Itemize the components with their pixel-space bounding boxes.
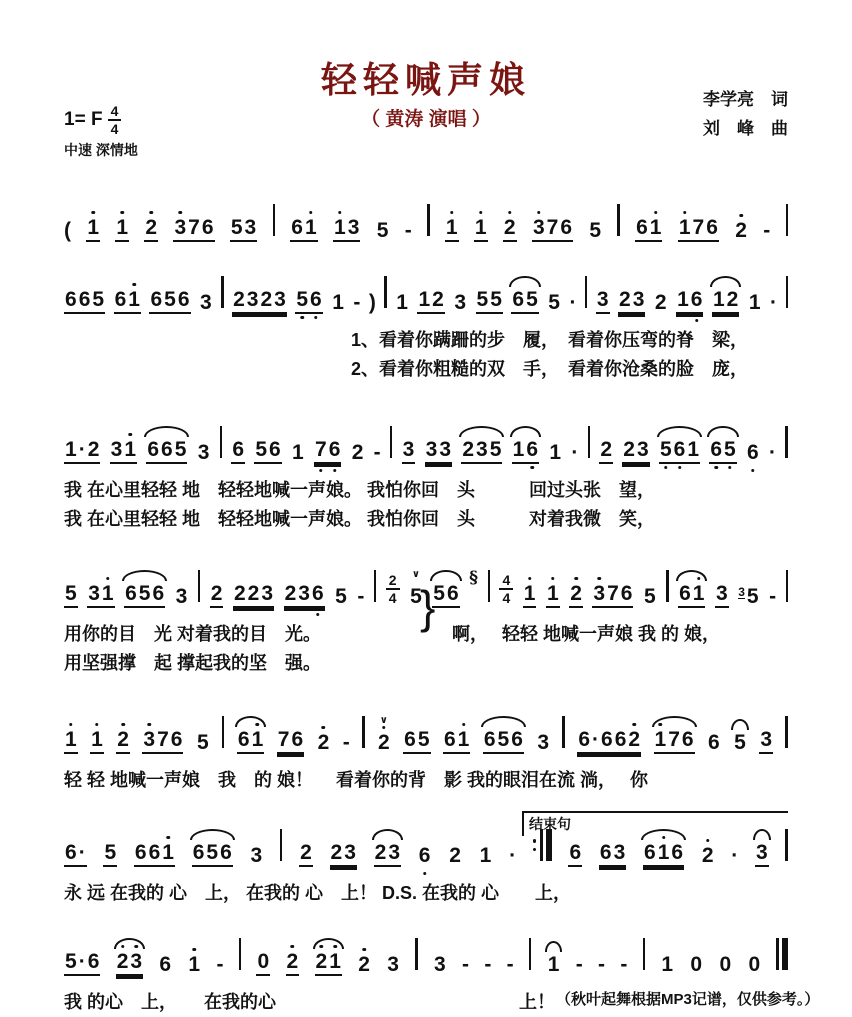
lyric-row — [64, 988, 820, 1017]
note-token: 1 — [64, 729, 78, 754]
barline — [362, 716, 364, 748]
note-token: 5 6 — [432, 583, 459, 608]
credits — [703, 86, 788, 144]
note-token: 3 — [197, 440, 210, 464]
barline — [390, 426, 392, 458]
duration-dash: - — [353, 290, 361, 314]
breath-mark-icon: ∨ — [379, 714, 388, 726]
octave-up-dot — [508, 211, 512, 215]
augmentation-dot: · — [731, 843, 739, 867]
duration-dash: - — [373, 440, 381, 464]
barline — [643, 938, 645, 970]
note-token: 1 — [115, 217, 129, 242]
note-token: 5 6 1 — [659, 439, 700, 464]
augmentation-dot: · — [770, 290, 778, 314]
duration-dash: - — [461, 952, 469, 976]
note-token: 6 5 — [709, 439, 736, 464]
note-token: 2 — [116, 729, 130, 754]
augmentation-dot: · — [571, 440, 579, 464]
note-token: 3 — [433, 952, 446, 976]
lyric-text: 我 在心里轻轻 地 轻轻地喊一声娘。 我怕你回 头 回过头张 望， — [64, 480, 655, 500]
barline — [488, 570, 490, 602]
barline — [239, 938, 241, 970]
octave-up-dot — [166, 836, 170, 840]
slur-arc — [510, 426, 541, 437]
note-token: 3 — [715, 583, 729, 608]
notation-row — [64, 184, 788, 254]
note-token: 5 — [103, 842, 117, 867]
note-token: 6 3 — [599, 842, 626, 867]
note-token: 6 6 5 — [146, 439, 187, 464]
tempo-marking: 中速 深情地 — [64, 142, 138, 158]
note-token: 2 1 — [315, 951, 342, 976]
slur-arc — [545, 941, 563, 952]
note-token: 5 — [376, 218, 389, 242]
octave-down-dot — [751, 469, 755, 473]
duration-dash: - — [404, 218, 412, 242]
barline — [273, 204, 275, 236]
note-token: 6 5 6 — [483, 729, 524, 754]
lyric-row — [64, 476, 788, 505]
note-token: 6 · — [64, 842, 87, 867]
music-system — [64, 918, 820, 1017]
duration-dash: - — [216, 952, 224, 976]
octave-up-dot — [120, 211, 124, 215]
sheet-music-page — [64, 0, 820, 1017]
note-token: 5 — [589, 218, 602, 242]
note-token: 6 — [746, 442, 760, 464]
note-token: 0 — [690, 952, 703, 976]
octave-up-dot — [462, 723, 466, 727]
lyric-row — [64, 326, 788, 355]
lyric-row — [64, 766, 788, 795]
octave-up-dot — [193, 948, 197, 952]
note-token: 2 — [654, 290, 667, 314]
note-token: 6 1 6 — [643, 842, 684, 867]
slur-arc — [657, 426, 702, 437]
octave-down-dot — [664, 466, 668, 470]
note-token: 6 1 — [635, 217, 662, 242]
octave-up-dot — [479, 211, 483, 215]
duration-dash: - — [769, 584, 777, 608]
slur-arc — [144, 426, 189, 437]
slur-arc — [235, 716, 266, 727]
music-system — [64, 184, 788, 254]
octave-up-dot — [322, 726, 326, 730]
octave-up-dot — [697, 577, 701, 581]
slur-arc — [707, 426, 738, 437]
octave-down-dot — [300, 316, 304, 320]
slur-arc — [372, 829, 403, 840]
lyric-text: 轻 轻 地喊一声娘 我 的 娘！ 看着你的背 影 我的眼泪在流 淌， 你 — [64, 770, 649, 790]
note-token: 1 — [549, 440, 562, 464]
barline — [562, 716, 564, 748]
note-token: 6 1 — [443, 729, 470, 754]
note-token: 2 — [503, 217, 517, 242]
octave-up-dot — [121, 945, 125, 949]
note-token: 1 — [332, 290, 344, 314]
lyric-row — [64, 649, 788, 678]
music-system — [64, 696, 788, 795]
barline — [529, 938, 531, 970]
note-token: 1 — [546, 583, 560, 608]
octave-up-dot — [632, 723, 636, 727]
note-token: 6 — [568, 842, 582, 867]
sheet-header — [64, 52, 788, 170]
note-token: 1 — [86, 217, 100, 242]
octave-up-dot — [683, 211, 687, 215]
performer-subtitle: （ 黄涛 演唱 ） — [361, 109, 491, 130]
note-token: 6 5 6 — [149, 289, 190, 314]
note-token: 6 5 6 — [192, 842, 233, 867]
octave-up-dot — [537, 211, 541, 215]
note-token: 1 — [523, 583, 537, 608]
lyric-text: 我 的心 上， 在我的心 — [64, 992, 276, 1012]
barline — [786, 204, 788, 236]
barline — [617, 204, 619, 236]
slur-arc — [710, 276, 741, 287]
note-token: 6 — [159, 952, 172, 976]
music-system — [64, 406, 788, 534]
octave-down-dot — [423, 872, 427, 876]
note-token: 3 3 — [425, 439, 452, 464]
lyric-text: 我 在心里轻轻 地 轻轻地喊一声娘。 我怕你回 头 对着我微 笑， — [64, 509, 655, 529]
note-token: 1 — [187, 954, 201, 976]
octave-up-dot — [309, 211, 313, 215]
lyricist-credit: 李学亮 词 — [703, 90, 788, 109]
lyric-text: 用坚强撑 起 撑起我的坚 强。 — [64, 653, 321, 673]
duration-dash: - — [575, 952, 583, 976]
note-token: 5 — [196, 730, 209, 754]
lyric-text: 永 远 在我的 心 上， 在我的 心 上！ D.S. 在我的 心 上， — [64, 883, 572, 903]
note-token: 6 5 — [511, 289, 538, 314]
note-token: 2 — [449, 843, 461, 867]
notation-row — [64, 918, 788, 988]
note-token: 5 — [548, 290, 560, 314]
octave-up-dot — [132, 283, 136, 287]
note-token: 1 6 — [676, 289, 703, 314]
key-label: 1= F — [64, 109, 103, 130]
song-title: 轻轻喊声娘 — [320, 59, 531, 100]
note-token: 3 — [537, 730, 550, 754]
note-token: 2 3 — [618, 289, 645, 314]
octave-up-dot — [134, 945, 138, 949]
barline — [427, 204, 429, 236]
note-token: 1 7 6 — [654, 729, 695, 754]
note-token: 3 7 6 — [173, 217, 214, 242]
notation-row — [64, 696, 788, 766]
duration-dash: - — [484, 952, 492, 976]
note-token: ∨ 2 — [378, 714, 390, 754]
music-systems — [64, 184, 820, 1017]
octave-down-dot — [714, 466, 718, 470]
slur-arc — [190, 829, 235, 840]
slur-arc — [430, 570, 461, 581]
note-token: 3 — [454, 290, 467, 314]
lyric-row — [64, 879, 788, 908]
barline — [198, 570, 200, 602]
note-token: 7 6 — [314, 439, 341, 464]
barline — [585, 276, 587, 308]
note-token: 0 — [719, 952, 732, 976]
octave-down-dot — [695, 319, 699, 323]
note-token: 1 7 6 — [678, 217, 719, 242]
octave-down-dot — [678, 466, 682, 470]
octave-up-dot — [320, 945, 324, 949]
note-token: 5 — [733, 732, 747, 754]
note-token: 1 — [661, 952, 674, 976]
key-signature — [64, 104, 121, 136]
note-token: 2 — [299, 842, 313, 867]
final-barline — [776, 938, 787, 970]
note-token: 6 — [708, 730, 720, 754]
note-token: 2 — [351, 440, 364, 464]
note-token: 2 — [569, 583, 583, 608]
note-token: 1 — [396, 290, 408, 314]
octave-up-dot — [338, 211, 342, 215]
music-system — [64, 256, 788, 384]
note-token: 2 — [357, 954, 371, 976]
octave-up-dot — [662, 836, 666, 840]
note-token: 0 — [256, 951, 270, 976]
octave-down-dot — [319, 469, 323, 473]
note-token: 3 7 6 — [142, 729, 183, 754]
note-token: 1 6 — [512, 439, 539, 464]
note-token: 3 — [175, 584, 188, 608]
octave-up-dot — [150, 211, 154, 215]
octave-up-dot — [256, 723, 260, 727]
notation-row — [64, 256, 788, 326]
time-signature: 4 4 — [108, 104, 122, 136]
octave-up-dot — [659, 723, 663, 727]
note-token: 3 — [200, 290, 212, 314]
slur-arc — [459, 426, 504, 437]
note-token: 5 — [64, 583, 78, 608]
repeat-dots — [533, 839, 537, 851]
music-system — [64, 809, 788, 908]
lyric-row — [64, 355, 788, 384]
barline — [222, 716, 224, 748]
note-token: 5 6 — [295, 289, 322, 314]
music-system — [64, 550, 788, 678]
segno-icon: § — [469, 568, 479, 588]
barline — [786, 276, 788, 308]
barline — [280, 829, 282, 861]
note-token: 6 5 — [403, 729, 430, 754]
octave-up-dot — [382, 726, 386, 730]
note-token: 2 3 2 3 — [232, 289, 287, 314]
note-token: 6 · 6 6 2 — [577, 729, 641, 754]
note-token: 1 — [547, 954, 561, 976]
note-token: 2 — [286, 951, 300, 976]
note-token: 1 — [474, 217, 488, 242]
lyric-text: 1、看着你蹒跚的步 履， 看着你压弯的脊 梁， — [351, 330, 749, 350]
note-token: 2 — [701, 845, 715, 867]
parenthesis: ( — [64, 218, 71, 242]
octave-up-dot — [121, 723, 125, 727]
note-token: 1 · 2 — [64, 439, 100, 464]
time-signature: $\frac{4}{4}$ — [499, 572, 513, 605]
note-token: 6 — [418, 845, 432, 867]
note-token: 6 — [231, 439, 245, 464]
parenthesis: ) — [368, 290, 376, 314]
octave-up-dot — [91, 211, 95, 215]
note-token: 6 6 1 — [134, 842, 175, 867]
octave-up-dot — [106, 577, 110, 581]
barline — [415, 938, 417, 970]
note-token: 5 — [335, 584, 347, 608]
octave-up-dot — [654, 211, 658, 215]
note-token: 5 6 — [254, 439, 281, 464]
duration-dash: - — [342, 730, 350, 754]
octave-up-dot — [333, 945, 337, 949]
slur-arc — [676, 570, 707, 581]
note-token: 1 — [90, 729, 104, 754]
octave-up-dot — [574, 577, 578, 581]
composer-credit: 刘 峰 曲 — [703, 118, 788, 138]
barline — [588, 426, 590, 458]
note-token: 6 1 — [114, 289, 141, 314]
note-token: 5 — [643, 584, 656, 608]
lyric-text: 啊， 轻轻 地喊一声娘 我 的 娘， — [452, 624, 721, 644]
lyric-row — [64, 505, 788, 534]
breath-mark-icon: ∨ — [411, 568, 420, 580]
note-token: ∨ 5 — [410, 568, 422, 608]
note-token: 2 3 — [330, 842, 357, 867]
note-token: 5 3 — [230, 217, 257, 242]
octave-up-dot — [128, 433, 132, 437]
lyric-text: 用你的目 光 对着我的目 光。 — [64, 624, 321, 644]
note-token: 3 — [759, 729, 773, 754]
octave-down-dot — [728, 466, 732, 470]
note-token: 6 6 5 — [64, 289, 105, 314]
note-token: 2 — [210, 583, 224, 608]
octave-up-dot — [528, 577, 532, 581]
time-signature: $\frac{2}{4}$ — [386, 572, 400, 605]
note-token: 3 7 6 — [592, 583, 633, 608]
notation-row — [64, 406, 788, 476]
note-token: 3 1 — [110, 439, 137, 464]
augmentation-dot: · — [509, 843, 517, 867]
note-token: 3 7 6 — [532, 217, 573, 242]
octave-up-dot — [739, 214, 743, 218]
note-token: 6 5 6 — [124, 583, 165, 608]
note-token: 1 — [748, 290, 761, 314]
octave-up-dot — [706, 839, 710, 843]
note-token: 6 1 — [237, 729, 264, 754]
note-token: 3 — [596, 289, 610, 314]
octave-up-dot — [291, 945, 295, 949]
note-token: 0 — [748, 952, 761, 976]
note-token: 1 3 — [333, 217, 360, 242]
octave-down-dot — [530, 466, 534, 470]
note-token: 3 — [402, 439, 416, 464]
barline — [785, 716, 787, 748]
ending-section-label: 结束句 — [522, 811, 788, 836]
note-token: 3 — [755, 842, 769, 867]
augmentation-dot: · — [569, 290, 577, 314]
note-token: 5 5 — [476, 289, 503, 314]
note-token: 1 2 — [712, 289, 739, 314]
lyric-text: （秋叶起舞根据MP3记谱，仅供参考。） — [556, 991, 820, 1008]
note-token: 2 3 — [622, 439, 649, 464]
octave-down-dot — [333, 469, 337, 473]
note-token: 1 — [445, 217, 459, 242]
note-token: 2 3 6 — [284, 583, 325, 608]
grace-note: 3 — [738, 585, 745, 599]
note-token: 3 1 — [87, 583, 114, 608]
note-token: 3 — [250, 843, 263, 867]
slur-arc — [509, 276, 540, 287]
note-token: 2 — [144, 217, 158, 242]
note-token: 6 1 — [678, 583, 705, 608]
verse-brace: } — [420, 581, 436, 633]
note-token: 2 — [317, 732, 331, 754]
note-token: 2 3 — [116, 951, 143, 976]
note-token: 1 2 — [417, 289, 444, 314]
note-token: 3 — [387, 952, 399, 976]
note-token: 1 — [479, 843, 492, 867]
barline — [785, 426, 787, 458]
duration-dash: - — [763, 218, 771, 242]
lyric-text: 上！ — [519, 992, 555, 1012]
octave-up-dot — [551, 577, 555, 581]
note-token: 2 — [734, 220, 748, 242]
note-token: 2 3 5 — [461, 439, 502, 464]
note-token: 7 6 — [277, 729, 304, 754]
barline — [221, 276, 223, 308]
note-token: 5 · 6 — [64, 951, 100, 976]
slur-arc — [114, 938, 145, 949]
barline — [374, 570, 376, 602]
note-token: 1 — [292, 440, 304, 464]
duration-dash: - — [620, 952, 628, 976]
duration-dash: - — [357, 584, 365, 608]
note-token: 2 2 3 — [233, 583, 274, 608]
slur-arc — [731, 719, 749, 730]
note-token: 6 1 — [290, 217, 317, 242]
octave-up-dot — [95, 723, 99, 727]
octave-up-dot — [362, 948, 366, 952]
octave-down-dot — [314, 316, 318, 320]
octave-up-dot — [179, 211, 183, 215]
barline — [220, 426, 222, 458]
slur-arc — [313, 938, 344, 949]
barline — [666, 570, 668, 602]
barline — [384, 276, 386, 308]
octave-down-dot — [316, 613, 320, 617]
note-token: 2 — [599, 439, 613, 464]
octave-up-dot — [598, 577, 602, 581]
octave-up-dot — [450, 211, 454, 215]
duration-dash: - — [506, 952, 514, 976]
barline — [786, 570, 788, 602]
slur-arc — [122, 570, 167, 581]
duration-dash: - — [598, 952, 606, 976]
note-token: 3 5 — [738, 584, 759, 608]
lyric-text: 2、看着你粗糙的双 手， 看着你沧桑的脸 庞， — [351, 359, 749, 379]
slur-arc — [481, 716, 526, 727]
note-token: 2 3 — [374, 842, 401, 867]
augmentation-dot: · — [768, 440, 776, 464]
octave-up-dot — [69, 723, 73, 727]
octave-up-dot — [148, 723, 152, 727]
